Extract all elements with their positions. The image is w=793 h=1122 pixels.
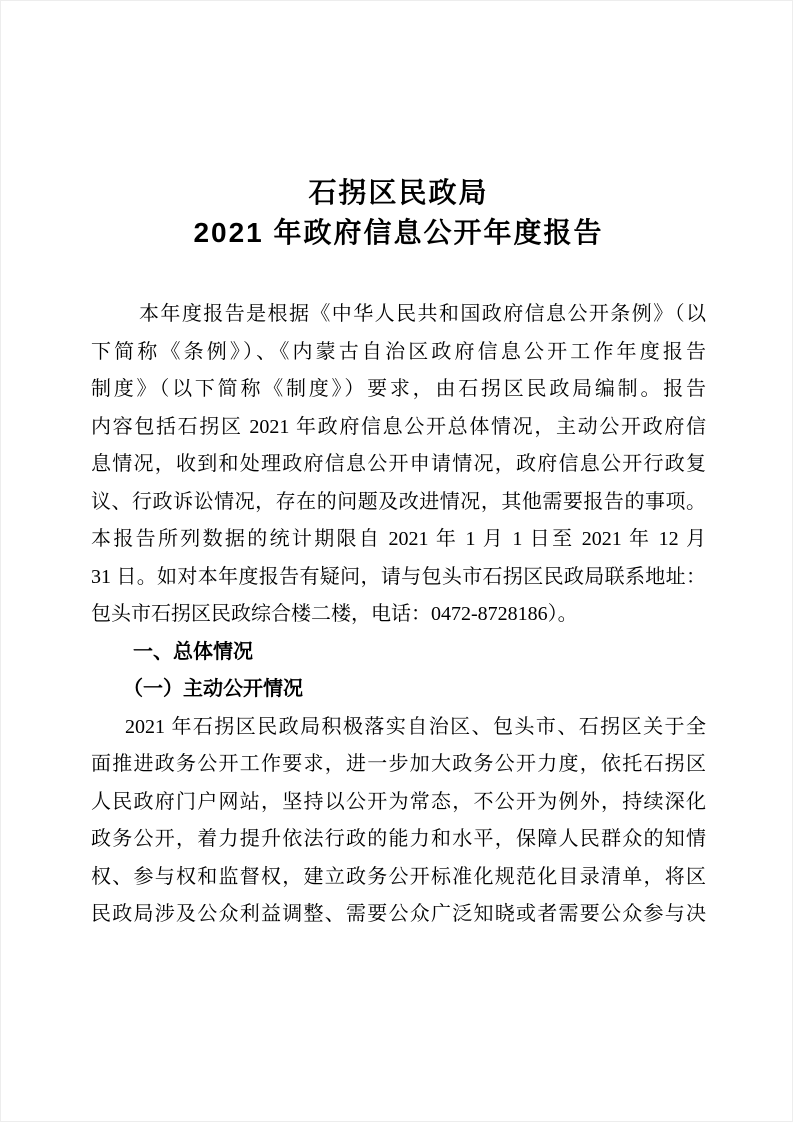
paragraph-line: 本年度报告是根据《中华人民共和国政府信息公开条例》（以 (139, 303, 706, 325)
paragraph-line: 2021 年石拐区民政局积极落实自治区、包头市、石拐区关于全 (125, 715, 706, 738)
paragraph-line: 内容包括石拐区 2021 年政府信息公开总体情况，主动公开政府信 (91, 415, 706, 438)
document-title-line-1: 石拐区民政局 (308, 177, 489, 208)
paragraph-line: 面推进政务公开工作要求，进一步加大政务公开力度，依托石拐区 (91, 753, 706, 775)
section-heading-overall-situation: 一、总体情况 (133, 640, 253, 663)
document-title (91, 173, 706, 253)
paragraph-line: 政务公开，着力提升依法行政的能力和水平，保障人民群众的知情 (91, 828, 706, 850)
document-title-line-2: 2021 年政府信息公开年度报告 (193, 217, 604, 248)
paragraph-line: 本报告所列数据的统计期限自 2021 年 1 月 1 日至 2021 年 12 月 (91, 528, 706, 550)
paragraph-line: 下简称《条例》）、《内蒙古自治区政府信息公开工作年度报告 (91, 340, 706, 363)
paragraph-line: 31 日。如对本年度报告有疑问，请与包头市石拐区民政局联系地址： (91, 565, 706, 588)
paragraph-line: 权、参与权和监督权，建立政务公开标准化规范化目录清单，将区 (91, 865, 706, 888)
paragraph-line: 议、行政诉讼情况，存在的问题及改进情况，其他需要报告的事项。 (91, 490, 706, 513)
paragraph-line: 息情况，收到和处理政府信息公开申请情况，政府信息公开行政复 (91, 453, 706, 475)
document-content (91, 1, 706, 934)
subsection-heading-proactive-disclosure: （一）主动公开情况 (123, 678, 303, 700)
paragraph-line: 人民政府门户网站，坚持以公开为常态，不公开为例外，持续深化 (91, 790, 706, 813)
paragraph-line: 制度》（以下简称《制度》）要求，由石拐区民政局编制。报告 (91, 378, 706, 400)
document-body (91, 296, 706, 934)
paragraph-line: 民政局涉及公众利益调整、需要公众广泛知晓或者需要公众参与决 (91, 903, 706, 925)
paragraph-line: 包头市石拐区民政综合楼二楼，电话：0472-8728186）。 (91, 603, 578, 625)
